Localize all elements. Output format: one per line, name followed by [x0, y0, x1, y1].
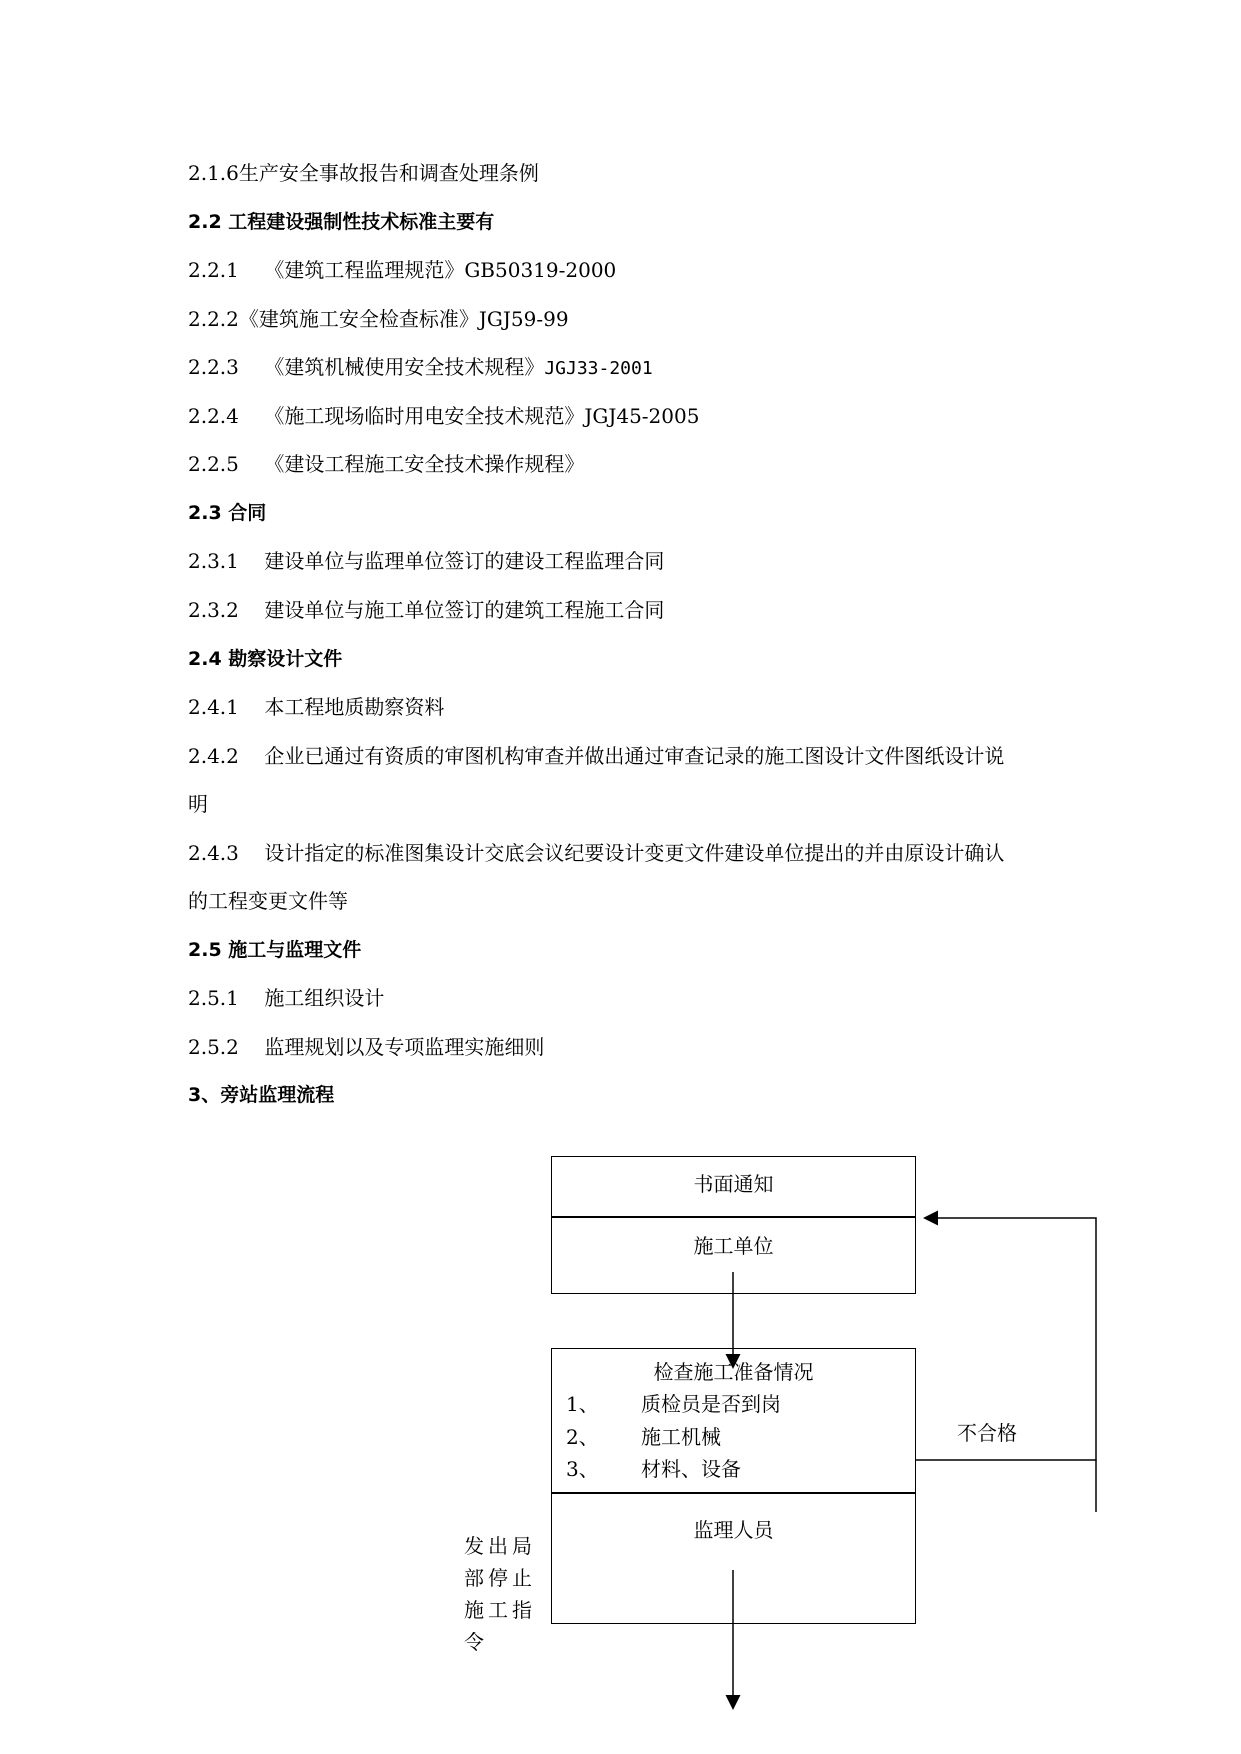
- stop-order-line: 发出局: [464, 1534, 536, 1558]
- clause-2-4-3-continued: 的工程变更文件等: [188, 889, 348, 913]
- section-3-heading: 3、旁站监理流程: [188, 1084, 335, 1106]
- clause-number: 2.2.4: [188, 404, 239, 428]
- clause-number: 2.2.1: [188, 258, 239, 282]
- clause-number: 2.2.3: [188, 355, 239, 379]
- clause-text: 设计指定的标准图集设计交底会议纪要设计变更文件建设单位提出的并由原设计确认: [264, 841, 1005, 865]
- section-2-4-heading: 2.4 勘察设计文件: [188, 648, 343, 670]
- check-title: 检查施工准备情况: [653, 1360, 814, 1384]
- section-2-2-heading: 2.2 工程建设强制性技术标准主要有: [188, 211, 495, 233]
- loop-fail-line: [916, 1218, 1096, 1460]
- clause-text: 建设单位与施工单位签订的建筑工程施工合同: [264, 598, 665, 622]
- section-2-5-heading: 2.5 施工与监理文件: [188, 939, 362, 961]
- notice-label: 书面通知: [693, 1172, 774, 1196]
- clause-text: 企业已通过有资质的审图机构审查并做出通过审查记录的施工图设计文件图纸设计说: [264, 744, 1005, 768]
- contractor-label: 施工单位: [693, 1234, 774, 1258]
- clause-number: 2.5.2: [188, 1035, 239, 1059]
- clause-code: JGJ33-2001: [544, 358, 653, 379]
- check-item-text: 施工机械: [641, 1425, 721, 1449]
- clause-number: 2.5.1: [188, 986, 239, 1010]
- clause-2-4-2-continued: 明: [188, 792, 208, 816]
- supervisor-label: 监理人员: [693, 1518, 774, 1542]
- clause-text: 本工程地质勘察资料: [264, 695, 445, 719]
- stop-order-line: 施工指: [464, 1598, 536, 1622]
- clause-text: 监理规划以及专项监理实施细则: [264, 1035, 545, 1059]
- clause-text: 施工组织设计: [264, 986, 385, 1010]
- check-item-number: 3、: [566, 1457, 599, 1481]
- clause-text: 建设单位与监理单位签订的建设工程监理合同: [264, 549, 665, 573]
- clause-text: 《建筑工程监理规范》GB50319-2000: [264, 258, 617, 282]
- fail-label: 不合格: [957, 1421, 1017, 1445]
- clause-number: 2.3.1: [188, 549, 239, 573]
- clause-number: 2.4.2: [188, 744, 239, 768]
- clause-number: 2.3.2: [188, 598, 239, 622]
- check-item-text: 材料、设备: [641, 1457, 741, 1481]
- clause-text: 《建设工程施工安全技术操作规程》: [264, 452, 585, 476]
- clause-number: 2.4.3: [188, 841, 239, 865]
- clause-number: 2.2.5: [188, 452, 239, 476]
- clause-number: 2.4.1: [188, 695, 239, 719]
- check-item-number: 2、: [566, 1425, 599, 1449]
- clause-2-2-2: 2.2.2《建筑施工安全检查标准》JGJ59-99: [188, 307, 569, 331]
- clause-2-1-6: 2.1.6生产安全事故报告和调查处理条例: [188, 161, 539, 185]
- clause-text: 《建筑机械使用安全技术规程》: [264, 355, 545, 379]
- clause-text: 《施工现场临时用电安全技术规范》JGJ45-2005: [264, 404, 700, 428]
- check-item-text: 质检员是否到岗: [641, 1392, 781, 1416]
- stop-order-line: 令: [464, 1630, 488, 1654]
- check-item-number: 1、: [566, 1392, 599, 1416]
- section-2-3-heading: 2.3 合同: [188, 502, 267, 524]
- stop-order-line: 部停止: [464, 1566, 536, 1590]
